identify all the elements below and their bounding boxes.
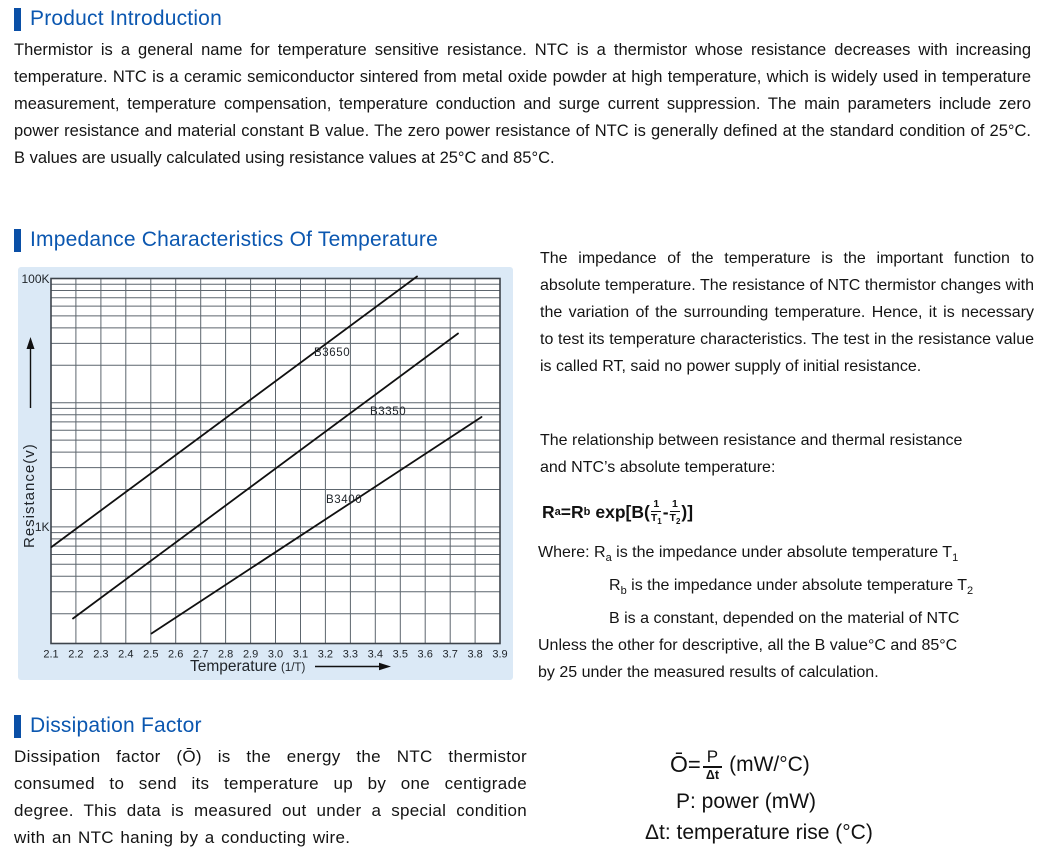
where-line-unless: Unless the other for descriptive, all the B value°C and 85°C bbox=[538, 637, 958, 655]
delta-symbol: Ō bbox=[670, 751, 688, 778]
formula-exp: exp[B( bbox=[595, 501, 650, 522]
formula-sub-b: b bbox=[583, 506, 591, 519]
formula-equals-r: =R bbox=[560, 501, 584, 522]
y-axis-title: Resistance(v) bbox=[21, 443, 38, 548]
series-label-b3400: B3400 bbox=[326, 494, 363, 506]
section-title: Impedance Characteristics Of Temperature bbox=[30, 228, 438, 251]
x-tick-label: 2.1 bbox=[43, 648, 59, 661]
where-line-b-constant: B is a constant, depended on the material of NTC bbox=[609, 610, 960, 628]
relationship-line-1: The relationship between resistance and thermal resistance bbox=[540, 432, 963, 449]
x-tick-label: 3.3 bbox=[342, 648, 359, 661]
x-axis-title: Temperature bbox=[190, 658, 278, 675]
heading-accent-bar bbox=[14, 229, 21, 252]
x-tick-label: 3.6 bbox=[417, 648, 433, 661]
formula-sub-a: a bbox=[554, 506, 561, 519]
p-definition: P: power (mW) bbox=[676, 790, 817, 813]
fraction-1-over-t2: $\frac{1}{T_2}$ bbox=[669, 498, 681, 526]
product-introduction-paragraph: Thermistor is a general name for temperature sensitive resistance. NTC is a thermistor whose resistance decreases with increasing temperature. NTC is a ceramic semiconductor sintered from metal oxide powder at high temperature, which is widely used in temperature measurement, temperature compensation, temperature conduction and surge current suppression. The main parameters include zero power resistance and material constant B value. The zero power resistance of NTC is generally defined at the standard condition of 25°C. B values are usually calculated using resistance values at 25°C and 85°C. bbox=[14, 41, 1031, 167]
relationship-line-2: and NTC’s absolute temperature: bbox=[540, 459, 776, 476]
x-tick-label: 3.9 bbox=[492, 648, 508, 661]
formula-equals: = bbox=[687, 751, 701, 777]
series-label-b3650: B3650 bbox=[314, 347, 351, 359]
x-tick-label: 3.7 bbox=[442, 648, 458, 661]
x-tick-label: 3.4 bbox=[367, 648, 383, 661]
x-tick-label: 3.1 bbox=[292, 648, 309, 661]
fraction-1-over-t1: $\frac{1}{T_1}$ bbox=[650, 498, 662, 526]
x-tick-label: 2.2 bbox=[68, 648, 84, 661]
relationship-paragraph bbox=[540, 427, 1040, 481]
series-label-b3350: B3350 bbox=[370, 406, 407, 418]
section-heading-impedance-characteristics bbox=[14, 228, 438, 252]
formula-r: R bbox=[542, 501, 555, 522]
where-line-ra: Where: $R_a$ is the impedance under absolute temperature $T_1$ bbox=[538, 544, 959, 565]
impedance-paragraph: The impedance of the temperature is the important function to absolute temperature. The resistance of NTC thermistor changes with the variation of the surrounding temperature. Hence, it is necessary to test its temperature characteristics. The test in the resistance value is called RT, said no power supply of initial resistance. bbox=[540, 250, 1034, 375]
fraction-p-over-dt: $\frac{P}{\Delta t}$ bbox=[703, 748, 722, 782]
heading-accent-bar bbox=[14, 8, 21, 31]
dissipation-formula bbox=[670, 748, 810, 782]
formula-minus: - bbox=[662, 501, 669, 522]
section-title: Dissipation Factor bbox=[30, 714, 202, 737]
x-axis-title-unit: (1/T) bbox=[281, 662, 306, 674]
x-tick-label: 2.3 bbox=[93, 648, 109, 661]
section-heading-product-introduction bbox=[14, 7, 222, 31]
x-tick-label: 2.7 bbox=[193, 648, 209, 661]
heading-accent-bar bbox=[14, 715, 21, 738]
x-tick-label: 3.5 bbox=[392, 648, 408, 661]
where-line-rb: $R_b$ is the impedance under absolute temperature $T_2$ bbox=[609, 577, 974, 598]
y-axis-arrowhead-icon bbox=[27, 337, 35, 349]
x-axis-arrowhead-icon bbox=[379, 663, 391, 671]
y-axis-top-label: 100K bbox=[21, 272, 50, 286]
section-heading-dissipation-factor bbox=[14, 714, 202, 738]
x-tick-label: 2.9 bbox=[242, 648, 259, 661]
x-tick-label: 2.5 bbox=[143, 648, 159, 661]
dissipation-paragraph: Dissipation factor (Ō) is the energy the NTC thermistor consumed to send its temperature up by one centigrade degree. This data is measured out under a special condition with an NTC haning by a conducting wire. bbox=[14, 747, 527, 847]
formula-unit: (mW/°C) bbox=[729, 752, 810, 776]
section-title: Product Introduction bbox=[30, 7, 222, 30]
rt-formula bbox=[542, 499, 693, 526]
dt-definition: Δt: temperature rise (°C) bbox=[645, 821, 873, 844]
formula-close-bracket: )] bbox=[681, 501, 694, 522]
x-tick-label: 3.8 bbox=[467, 648, 483, 661]
x-tick-label: 2.6 bbox=[168, 648, 184, 661]
x-tick-label: 3.2 bbox=[317, 648, 334, 661]
resistance-temperature-chart bbox=[18, 267, 513, 680]
y-axis-1k-label: 1K bbox=[34, 520, 50, 534]
x-tick-label: 2.4 bbox=[118, 648, 134, 661]
x-tick-label: 2.8 bbox=[217, 648, 234, 661]
where-line-by25: by 25 under the measured results of calculation. bbox=[538, 664, 879, 682]
where-definitions bbox=[538, 539, 1044, 686]
x-tick-label: 3.0 bbox=[267, 648, 284, 661]
resistance-temperature-chart-panel bbox=[18, 267, 513, 680]
